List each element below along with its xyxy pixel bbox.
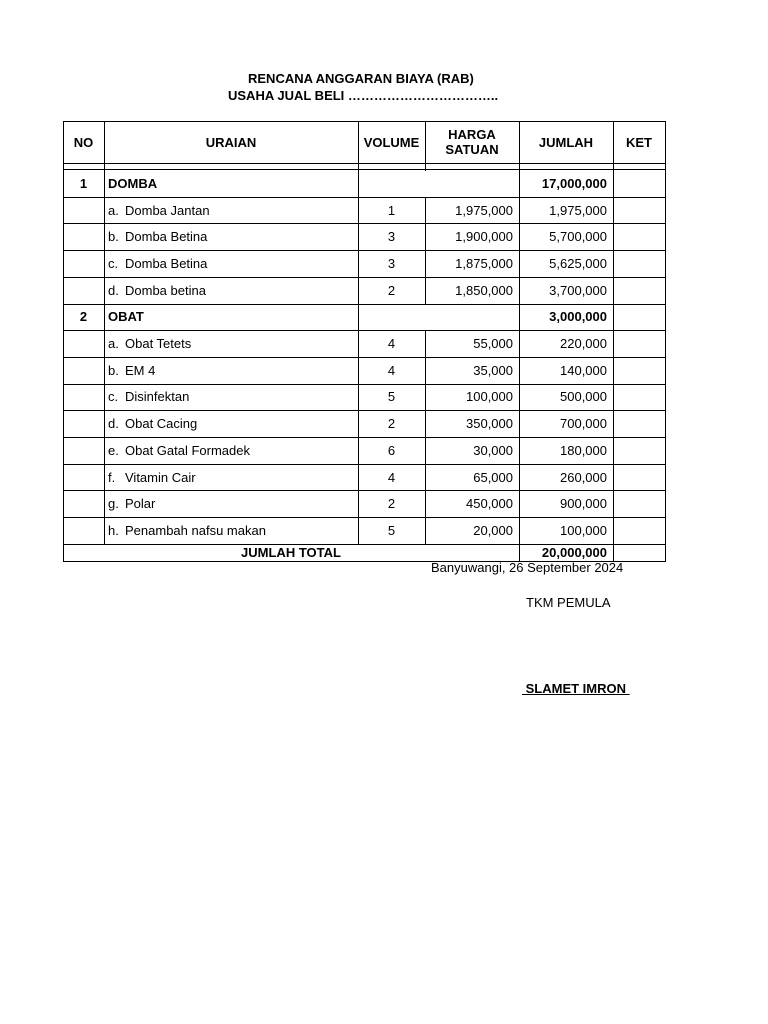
item-name: Disinfektan — [125, 389, 190, 405]
item-volume: 6 — [387, 442, 396, 458]
item-description — [104, 357, 358, 384]
item-harga-satuan: 450,000 — [466, 496, 513, 512]
item-letter: b. — [108, 362, 119, 378]
item-harga-satuan: 65,000 — [473, 469, 513, 485]
item-letter: c. — [108, 389, 119, 405]
header-harga-satuan — [425, 121, 519, 163]
item-letter: g. — [108, 496, 119, 512]
item-name: Obat Tetets — [125, 336, 192, 352]
table-top-border — [63, 121, 666, 122]
group-total: 3,000,000 — [549, 309, 607, 325]
item-volume: 4 — [387, 336, 396, 352]
document-subtitle: USAHA JUAL BELI …………………………….. — [228, 88, 499, 103]
item-jumlah: 5,700,000 — [549, 229, 607, 245]
col-border — [425, 197, 426, 305]
item-description — [104, 250, 358, 277]
item-jumlah: 900,000 — [560, 496, 607, 512]
group-number: 2 — [79, 309, 88, 325]
header-uraian: URAIAN — [205, 134, 257, 150]
item-volume: 2 — [387, 496, 396, 512]
row-border — [63, 517, 666, 518]
row-border — [63, 250, 666, 251]
document-title: RENCANA ANGGARAN BIAYA (RAB) — [248, 71, 474, 86]
item-volume: 4 — [387, 469, 396, 485]
item-jumlah: 5,625,000 — [549, 255, 607, 271]
item-volume: 5 — [387, 522, 396, 538]
item-jumlah: 180,000 — [560, 442, 607, 458]
item-letter: a. — [108, 202, 119, 218]
table-left-border — [63, 121, 64, 562]
item-description — [104, 197, 358, 224]
header-bottom-border — [63, 163, 666, 164]
item-name: Polar — [125, 496, 156, 512]
item-harga-satuan: 20,000 — [473, 522, 513, 538]
item-name: Domba Betina — [125, 255, 208, 271]
item-description — [104, 437, 358, 464]
item-volume: 1 — [387, 202, 396, 218]
group-name: OBAT — [108, 309, 144, 325]
row-border — [63, 410, 666, 411]
row-border — [63, 330, 666, 331]
row-border — [63, 384, 666, 385]
item-name: Penambah nafsu makan — [125, 522, 266, 538]
item-letter: c. — [108, 255, 119, 271]
item-name: Domba betina — [125, 282, 206, 298]
item-description — [104, 384, 358, 411]
item-description — [104, 464, 358, 491]
item-jumlah: 260,000 — [560, 469, 607, 485]
item-letter: d. — [108, 416, 119, 432]
item-name: Domba Betina — [125, 229, 208, 245]
item-name: EM 4 — [125, 362, 156, 378]
row-border — [63, 437, 666, 438]
item-description — [104, 517, 358, 544]
item-name: Vitamin Cair — [125, 469, 196, 485]
item-description — [104, 410, 358, 437]
item-jumlah: 500,000 — [560, 389, 607, 405]
row-border — [63, 277, 666, 278]
header-no: NO — [73, 134, 94, 150]
item-description — [104, 223, 358, 250]
row-border — [63, 490, 666, 491]
item-letter: a. — [108, 336, 119, 352]
item-description — [104, 490, 358, 517]
item-volume: 4 — [387, 362, 396, 378]
body-bottom-border — [63, 544, 666, 545]
group-total: 17,000,000 — [541, 175, 607, 191]
group-number: 1 — [79, 175, 88, 191]
item-jumlah: 700,000 — [560, 416, 607, 432]
signer-name: SLAMET IMRON — [522, 681, 630, 696]
item-letter: f. — [108, 469, 116, 485]
header-volume: VOLUME — [363, 134, 420, 150]
row-border — [63, 197, 666, 198]
col-border — [425, 330, 426, 545]
item-harga-satuan: 55,000 — [473, 336, 513, 352]
row-border — [63, 464, 666, 465]
place-date: Banyuwangi, 26 September 2024 — [431, 560, 624, 575]
total-value: 20,000,000 — [541, 544, 607, 560]
item-harga-satuan: 1,900,000 — [455, 229, 513, 245]
item-volume: 3 — [387, 255, 396, 271]
item-jumlah: 100,000 — [560, 522, 607, 538]
group-name: DOMBA — [108, 175, 158, 191]
item-letter: h. — [108, 522, 119, 538]
header-ket: KET — [626, 134, 652, 150]
item-volume: 3 — [387, 229, 396, 245]
item-harga-satuan: 1,850,000 — [455, 282, 513, 298]
item-jumlah: 220,000 — [560, 336, 607, 352]
item-harga-satuan: 1,875,000 — [455, 255, 513, 271]
table-right-border — [665, 121, 666, 562]
col-border — [425, 121, 426, 170]
item-letter: d. — [108, 282, 119, 298]
header-double-line — [63, 169, 666, 170]
item-harga-satuan: 35,000 — [473, 362, 513, 378]
header-harga-line2: SATUAN — [445, 142, 499, 157]
item-harga-satuan: 350,000 — [466, 416, 513, 432]
item-letter: e. — [108, 442, 119, 458]
col-border — [519, 121, 520, 562]
item-name: Obat Cacing — [125, 416, 198, 432]
item-jumlah: 1,975,000 — [549, 202, 607, 218]
item-name: Obat Gatal Formadek — [125, 442, 250, 458]
item-volume: 5 — [387, 389, 396, 405]
organization-name: TKM PEMULA — [526, 595, 611, 610]
header-harga-line1: HARGA — [448, 127, 496, 142]
item-letter: b. — [108, 229, 119, 245]
item-volume: 2 — [387, 282, 396, 298]
row-border — [63, 223, 666, 224]
total-label: JUMLAH TOTAL — [241, 544, 341, 560]
row-border — [63, 304, 666, 305]
item-name: Domba Jantan — [125, 202, 210, 218]
item-jumlah: 140,000 — [560, 362, 607, 378]
row-border — [63, 357, 666, 358]
col-border — [104, 121, 105, 545]
item-description — [104, 277, 358, 304]
item-harga-satuan: 100,000 — [466, 389, 513, 405]
item-jumlah: 3,700,000 — [549, 282, 607, 298]
item-harga-satuan: 30,000 — [473, 442, 513, 458]
col-border — [613, 121, 614, 562]
item-harga-satuan: 1,975,000 — [455, 202, 513, 218]
item-volume: 2 — [387, 416, 396, 432]
col-border — [358, 121, 359, 545]
header-jumlah: JUMLAH — [538, 134, 594, 150]
item-description — [104, 330, 358, 357]
